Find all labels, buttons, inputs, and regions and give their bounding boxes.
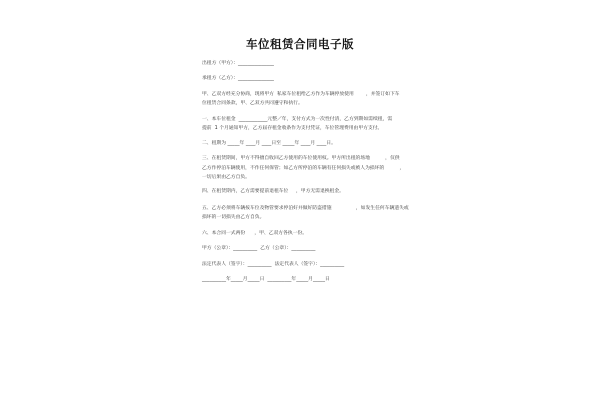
lessee-line: 承租方（乙方）：_______________ [202, 76, 274, 81]
clause-1-line-1: 一、本车位租金 ____________元整／年，支付方式为一次性付清，乙方到期如需续租，需 [202, 117, 393, 122]
preamble-line-2: 位租赁合同条款，甲、乙双方共同遵守和执行。 [202, 101, 303, 106]
clause-2-line: 二、租期为 _____年 ____月 ____日至 _____年 ____月 ____日。 [202, 141, 336, 146]
clause-3-line-2: 乙方作停泊车辆使用，不作任何保管；如乙方所停泊的车辆有任何损失或被人为损坏的 ， [202, 166, 405, 171]
clause-4-line: 四、在租赁期内，乙方需要提前退租车位 ，甲方无需退换租金。 [202, 189, 344, 194]
lessor-line: 出租方（甲方）：_______________ [202, 61, 274, 66]
clause-5-line-2: 损坏的一切损失由乙方自负。 [202, 215, 265, 220]
clause-3-line-3: 一切后果由乙方自负。 [202, 175, 250, 180]
clause-6-line: 六、本合同一式两份 ，甲、乙双方各执一份。 [202, 231, 308, 236]
signature-line: 法定代表人（签字）：__________ 法定代表人（签字）：__________ [202, 262, 345, 267]
clause-3-line-1: 三、在租赁期间，甲方不得擅自收回乙方使用的车位使用权。甲方所出租的场地 ，仅供 [202, 156, 400, 161]
document-title: 车位租赁合同电子版 [246, 37, 354, 51]
preamble-line-1: 甲、乙双方经充分协商，现将甲方 私家车位租给乙方作为车辆停放使用 ，并签订如下车 [202, 92, 400, 97]
clause-1-line-2: 提前 1 个月通知甲方，乙方届存租金收条作为支付凭证，车位管理费用由甲方支付。 [202, 126, 383, 131]
date-line: __________年_____月_____日 __________年_____月_____日 [202, 277, 330, 282]
seal-line: 甲方（公章）：__________ 乙方（公章）：__________ [202, 246, 316, 251]
clause-5-line-1: 五、乙方必须将车辆按车位及物管要求停泊好并做好防盗措施 ，如发生任何车辆遗失或 [202, 206, 409, 211]
